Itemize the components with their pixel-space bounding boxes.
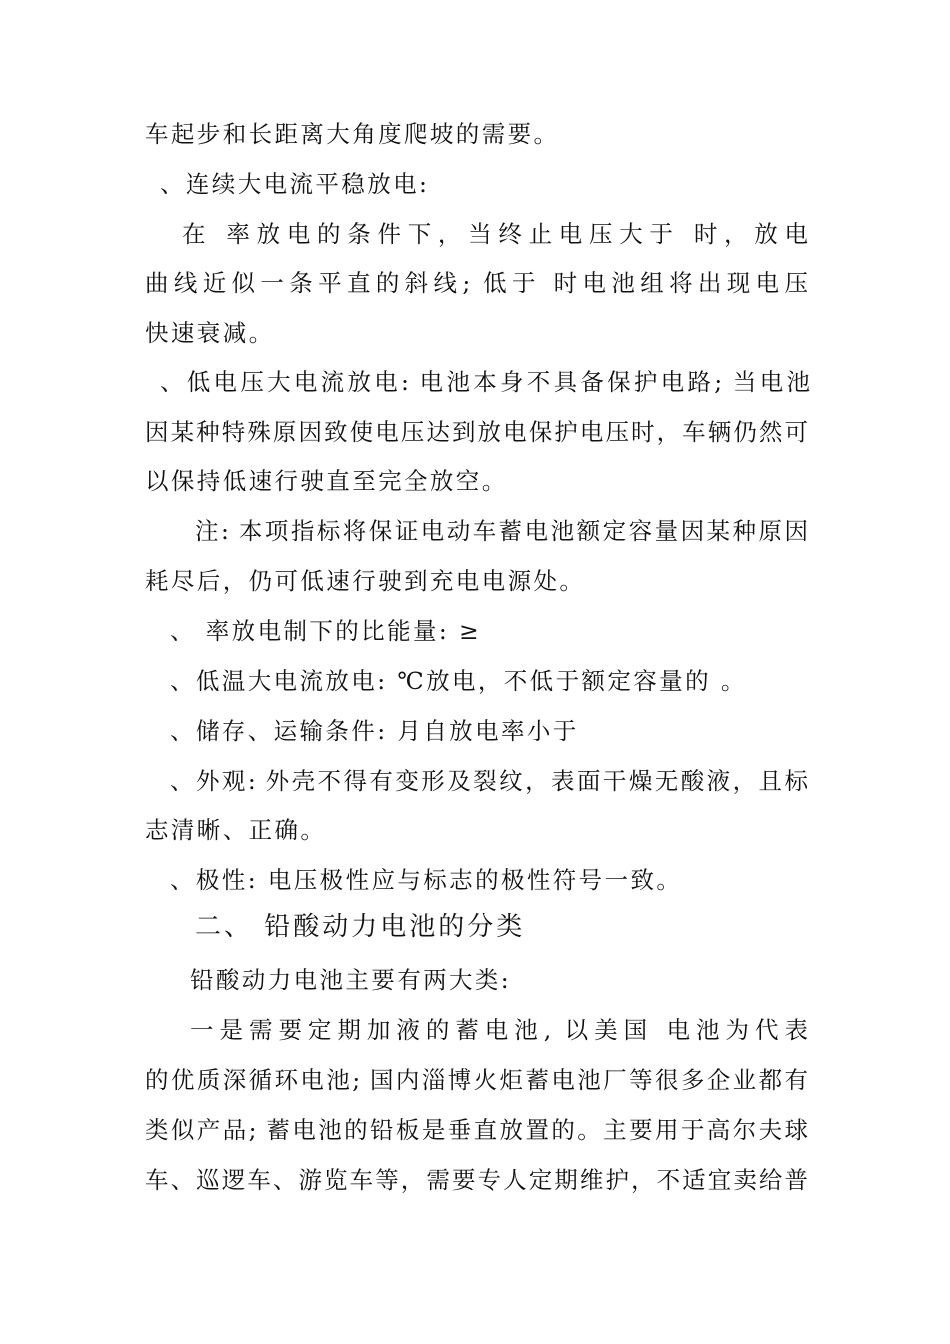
list-item-low-temp-discharge: 、低温大电流放电: ℃放电，不低于额定容量的 。 — [170, 667, 747, 695]
list-item-polarity: 、极性: 电压极性应与标志的极性符号一致。 — [170, 866, 683, 894]
list-item-continuous-discharge: 、连续大电流平稳放电: — [160, 170, 430, 198]
text-line-21: 类似产品; 蓄电池的铅板是垂直放置的。主要用于高尔夫球 — [145, 1116, 808, 1144]
text-line-15: 志清晰、正确。 — [145, 816, 327, 844]
section-heading: 二、 铅酸动力电池的分类 — [195, 912, 526, 942]
text-line-18: 铅酸动力电池主要有两大类: — [190, 966, 512, 994]
text-line-1: 车起步和长距离大角度爬坡的需要。 — [145, 120, 560, 148]
text-line-20: 的优质深循环电池; 国内淄博火炬蓄电池厂等很多企业都有 — [145, 1066, 808, 1094]
text-line-5: 快速衰减。 — [145, 319, 275, 347]
list-item-low-voltage-discharge: 、低电压大电流放电: 电池本身不具备保护电路; 当电池 — [160, 368, 810, 396]
text-line-3: 在 率放电的条件下，当终止电压大于 时，放电 — [182, 220, 808, 248]
text-line-8: 以保持低速行驶直至完全放空。 — [145, 467, 508, 495]
note-line-1: 注: 本项指标将保证电动车蓄电池额定容量因某种原因 — [195, 517, 808, 545]
text-line-19: 一是需要定期加液的蓄电池, 以美国 电池为代表 — [190, 1016, 808, 1044]
list-item-appearance: 、外观: 外壳不得有变形及裂纹，表面干燥无酸液，且标 — [170, 767, 808, 795]
text-line-4: 曲线近似一条平直的斜线; 低于 时电池组将出现电压 — [145, 269, 808, 297]
text-line-22: 车、巡逻车、游览车等，需要专人定期维护，不适宜卖给普 — [145, 1166, 808, 1194]
list-item-storage-transport: 、储存、运输条件: 月自放电率小于 — [170, 717, 579, 745]
list-item-specific-energy: 、 率放电制下的比能量: ≥ — [170, 617, 482, 645]
note-line-2: 耗尽后，仍可低速行驶到充电电源处。 — [145, 567, 586, 595]
text-line-7: 因某种特殊原因致使电压达到放电保护电压时，车辆仍然可 — [145, 418, 808, 446]
